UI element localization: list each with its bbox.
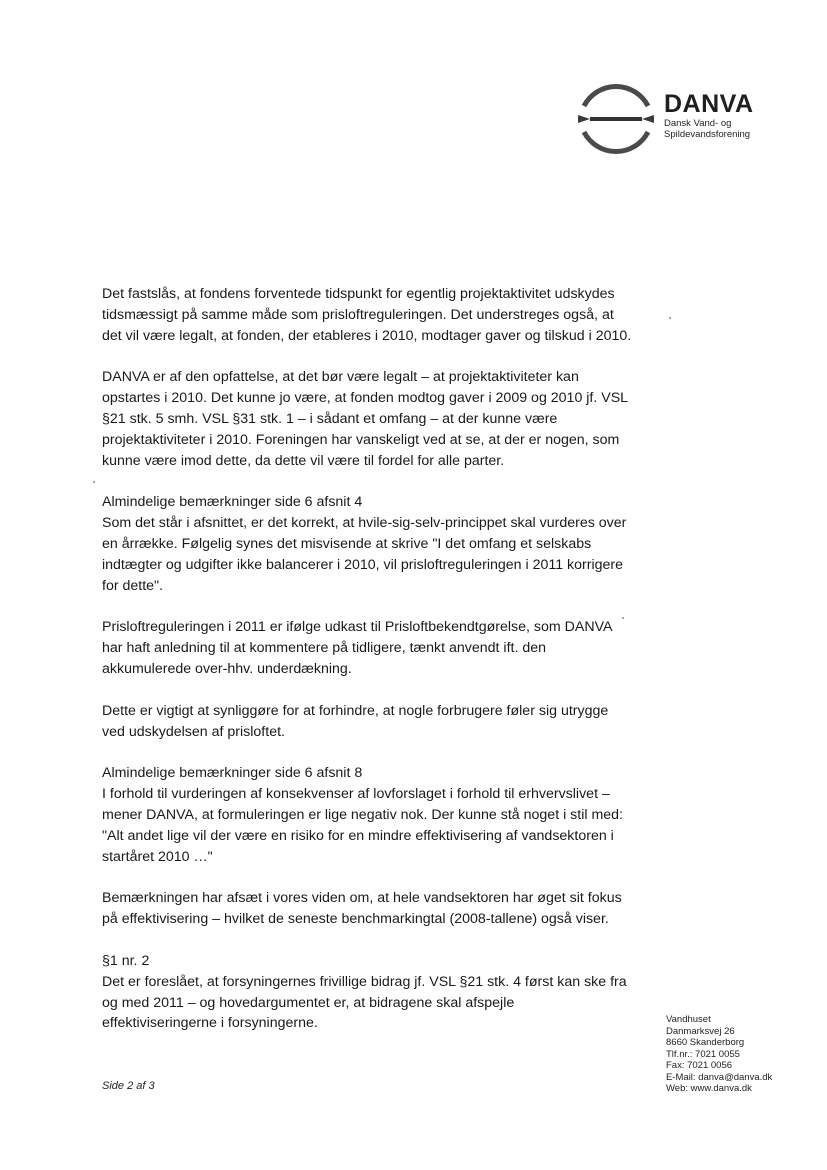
letter-body xyxy=(102,284,632,1055)
address-line: E-Mail: danva@danva.dk xyxy=(666,1071,773,1083)
paragraph-heading: Almindelige bemærkninger side 6 afsnit 8 xyxy=(102,765,363,782)
brand-name: DANVA xyxy=(664,90,754,118)
address-line: Web: www.danva.dk xyxy=(666,1083,752,1094)
paragraph-text: DANVA er af den opfattelse, at det bør være legalt – at projektaktiviteter kan opstartes i 2010. Det kunne jo være, at fonden modtog gaver i 2009 og 2010 jf. VSL §21 stk. 5 smh. VSL §31 stk. 1 – i sådant et omfang – at der kunne være projektaktiviteter i 2010. Foreningen har vanskeligt ved at se, at der er nogen, som kunne være imod dette, da dette vil være til fordel for alle parter. xyxy=(102,369,628,469)
scan-speck xyxy=(622,617,624,619)
address-line: Fax: 7021 0056 xyxy=(666,1060,733,1071)
paragraph-text: Bemærkningen har afsæt i vores viden om, at hele vandsektoren har øget sit fokus på effektivisering – hvilket de seneste benchmarkingtal (2008-tallene) også viser. xyxy=(102,890,622,928)
paragraph xyxy=(102,284,632,346)
paragraph xyxy=(102,763,632,867)
page-number: Side 2 af 3 xyxy=(102,1080,155,1092)
address-line: 8660 Skanderborg xyxy=(666,1037,745,1048)
paragraph xyxy=(102,617,632,679)
paragraph-text: Det er foreslået, at forsyningernes frivillige bidrag jf. VSL §21 stk. 4 først kan ske fra og med 2011 – og hovedargumentet er, at bidragene skal afspejle effektiviseringerne i forsyningerne. xyxy=(102,973,627,1032)
brand-subtitle-line-2: Spildevandsforening xyxy=(664,129,751,140)
danva-emblem-icon xyxy=(574,78,658,160)
address-line: Danmarksvej 26 xyxy=(666,1025,735,1037)
paragraph-text: Som det står i afsnittet, er det korrekt, at hvile-sig-selv-princippet skal vurderes over en årrække. Følgelig synes det misvisende at skrive "I det omfang et selskabs indtægter og udgifter ikke balancerer i 2010, vil prisloftreguleringen i 2011 korrigere for dette". xyxy=(102,515,627,594)
brand-subtitle-line-1: Dansk Vand- og xyxy=(664,118,732,129)
paragraph xyxy=(102,888,632,930)
paragraph-heading: §1 nr. 2 xyxy=(102,952,150,969)
danva-logo xyxy=(574,78,774,160)
paragraph-text: Det fastslås, at fondens forventede tidspunkt for egentlig projektaktivitet udskydes tidsmæssigt på samme måde som prisloftreguleringen. Det understreges også, at det vil være legalt, at fonden, der etableres i 2010, modtager gaver og tilskud i 2010. xyxy=(102,286,632,344)
sender-address xyxy=(666,1014,772,1095)
paragraph xyxy=(102,367,632,471)
paragraph xyxy=(102,701,632,743)
scan-speck xyxy=(93,481,95,483)
paragraph xyxy=(102,492,632,596)
paragraph-text: I forhold til vurderingen af konsekvenser af lovforslaget i forhold til erhvervslivet – mener DANVA, at formuleringen er lige negativ nok. Der kunne stå noget i stil med: "Alt andet lige vil der være en risiko for en mindre effektivisering af vandsektoren i startåret 2010 …" xyxy=(102,786,623,865)
paragraph-heading: Almindelige bemærkninger side 6 afsnit 4 xyxy=(102,494,363,511)
paragraph-text: Prisloftreguleringen i 2011 er ifølge udkast til Prisloftbekendtgørelse, som DANVA har haft anledning til at kommentere på tidligere, tænkt anvendt ift. den akkumulerede over-hhv. underdækning. xyxy=(102,619,612,677)
address-line: Tlf.nr.: 7021 0055 xyxy=(666,1048,740,1060)
paragraph-text: Dette er vigtigt at synliggøre for at forhindre, at nogle forbrugere føler sig utrygge ved udskydelsen af prisloftet. xyxy=(102,702,609,740)
address-line: Vandhuset xyxy=(666,1014,711,1025)
paragraph xyxy=(102,951,632,1034)
scan-speck xyxy=(669,317,671,319)
